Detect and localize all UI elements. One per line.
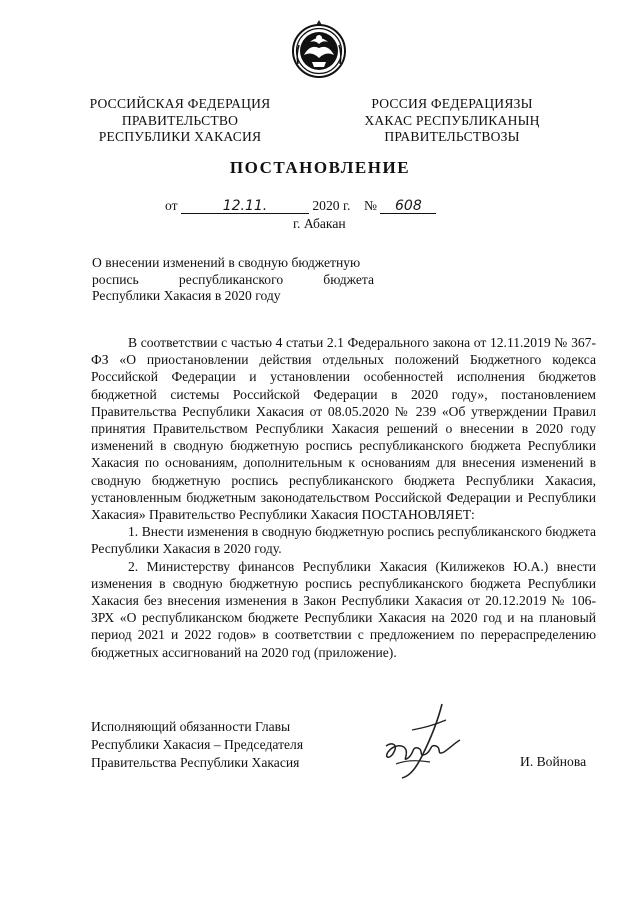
subject-block: [92, 255, 374, 305]
body-paragraph: В соответствии с частью 4 статьи 2.1 Федерального закона от 12.11.2019 № 367-ФЗ «О приостановлении действия отдельных положений Бюджетного кодекса Российской Федерации и установлении особенностей исполнения бюджетов бюджетной системы Российской Федерации в 2020 году», постановлением Правительства Республики Хакасия от 08.05.2020 № 239 «Об утверждении Правил принятия Правительством Республики Хакасия решений о внесении в 2020 году изменений в сводную бюджетную роспись республиканского бюджета Республики Хакасия по основаниям, дополнительным к основаниям для внесения изменений в сводную бюджетную роспись республиканского бюджета Республики Хакасия, установленным бюджетным законодательством Российской Федерации и Республики Хакасия» Правительство Республики Хакасия ПОСТАНОВЛЯЕТ:: [91, 335, 596, 523]
subject-line: роспись республиканского бюджета: [92, 271, 374, 287]
header-right-line: ПРАВИТЕЛЬСТВОЗЫ: [384, 129, 520, 144]
header-left-line: РОССИЙСКАЯ ФЕДЕРАЦИЯ: [89, 96, 271, 111]
position-line: Правительства Республики Хакасия: [91, 754, 300, 770]
subject-line: Республики Хакасия в 2020 году: [92, 288, 281, 303]
header-left: [80, 96, 280, 146]
date-value: 12.11.: [181, 199, 309, 214]
header-right-line: ХАКАС РЕСПУБЛИКАНЫҢ: [364, 112, 540, 128]
document-title: ПОСТАНОВЛЕНИЕ: [229, 158, 411, 177]
date-prefix: от: [165, 198, 178, 213]
body-paragraph: 2. Министерству финансов Республики Хакасия (Килижеков Ю.А.) внести изменения в сводную бюджетную роспись республиканского бюджета Республики Хакасия без внесения изменения в Закон Республики Хакасия от 20.12.2019 № 106-ЗРХ «О республиканском бюджете Республики Хакасия на 2020 год и на плановый период 2021 и 2022 годов» в соответствии с предложением по перераспределению бюджетных ассигнований на 2020 год (приложение).: [91, 558, 596, 660]
header-left-line: РЕСПУБЛИКИ ХАКАСИЯ: [98, 129, 262, 144]
header-right-line: РОССИЯ ФЕДЕРАЦИЯЗЫ: [371, 96, 533, 111]
date-line: [165, 198, 436, 214]
handwritten-signature-icon: [372, 700, 472, 782]
position-line: Исполняющий обязанности Главы: [91, 719, 291, 734]
document-body: [91, 334, 596, 661]
number-label: №: [364, 198, 377, 213]
body-paragraph: 1. Внести изменения в сводную бюджетную роспись республиканского бюджета Республики Хакасия в 2020 году.: [91, 524, 596, 557]
coat-of-arms-icon: [290, 18, 348, 80]
header-left-line: ПРАВИТЕЛЬСТВО: [121, 112, 239, 128]
signatory-name: И. Войнова: [520, 754, 587, 769]
city: г. Абакан: [293, 216, 346, 231]
subject-line: О внесении изменений в сводную бюджетную: [92, 255, 361, 270]
date-year: 2020 г.: [312, 198, 351, 213]
header-right: [352, 96, 552, 146]
signatory-position: [91, 718, 303, 771]
position-line: Республики Хакасия – Председателя: [91, 736, 304, 752]
document-number: 608: [380, 199, 436, 214]
